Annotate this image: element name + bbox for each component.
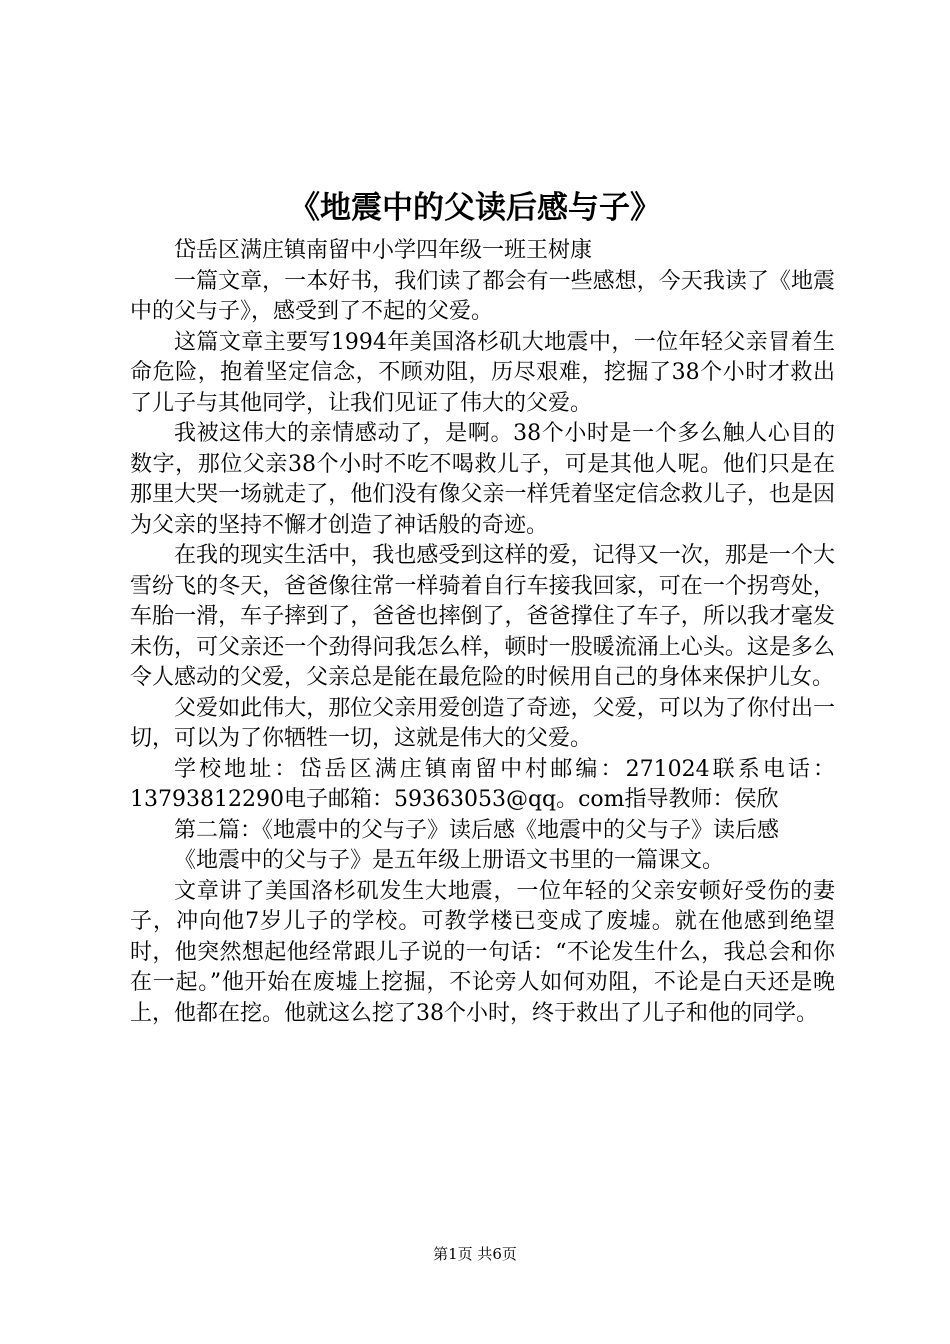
paragraph: 在我的现实生活中，我也感受到这样的爱，记得又一次，那是一个大雪纷飞的冬天，爸爸像往常一样骑着自行车接我回家，可在一个拐弯处，车胎一滑，车子摔到了，爸爸也摔倒了，爸爸撑住了车子，所以我才毫发未伤，可父亲还一个劲得问我怎么样，顿时一股暖流涌上心头。这是多么令人感动的父爱，父亲总是能在最危险的时候用自己的身体来保护儿女。 [130,543,835,690]
contact-info: 学校地址：岱岳区满庄镇南留中村邮编：271024联系电话：13793812290电子邮箱：59363053@qq。com指导教师：侯欣 [130,756,835,812]
paragraph: 这篇文章主要写1994年美国洛杉矶大地震中，一位年轻父亲冒着生命危险，抱着坚定信念，不顾劝阻，历尽艰难，挖掘了38个小时才救出了儿子与其他同学，让我们见证了伟大的父爱。 [130,329,835,416]
page-number-footer: 第1页 共6页 [433,1245,517,1263]
section-heading: 第二篇：《地震中的父与子》读后感《地震中的父与子》读后感 [174,817,780,843]
author-line: 岱岳区满庄镇南留中小学四年级一班王树康 [174,238,593,263]
document-body [130,236,835,1029]
paragraph: 一篇文章，一本好书，我们读了都会有一些感想，今天我读了《地震中的父与子》，感受到了不起的父爱。 [130,268,835,324]
paragraph: 我被这伟大的亲情感动了，是啊。38个小时是一个多么触人心目的数字，那位父亲38个小时不吃不喝救儿子，可是其他人呢。他们只是在那里大哭一场就走了，他们没有像父亲一样凭着坚定信念救儿子，也是因为父亲的坚持不懈才创造了神话般的奇迹。 [130,421,835,538]
paragraph: 文章讲了美国洛杉矶发生大地震，一位年轻的父亲安顿好受伤的妻子，冲向他7岁儿子的学校。可教学楼已变成了废墟。就在他感到绝望时，他突然想起他经常跟儿子说的一句话：“不论发生什么，我总会和你在一起。”他开始在废墟上挖掘，不论旁人如何劝阻，不论是白天还是晚上，他都在挖。他就这么挖了38个小时，终于救出了儿子和他的同学。 [130,878,835,1026]
document-title: 《地震中的父读后感与子》 [289,190,661,226]
paragraph: 父爱如此伟大，那位父亲用爱创造了奇迹，父爱，可以为了你付出一切，可以为了你牺牲一切，这就是伟大的父爱。 [130,695,835,751]
paragraph: 《地震中的父与子》是五年级上册语文书里的一篇课文。 [174,848,725,873]
